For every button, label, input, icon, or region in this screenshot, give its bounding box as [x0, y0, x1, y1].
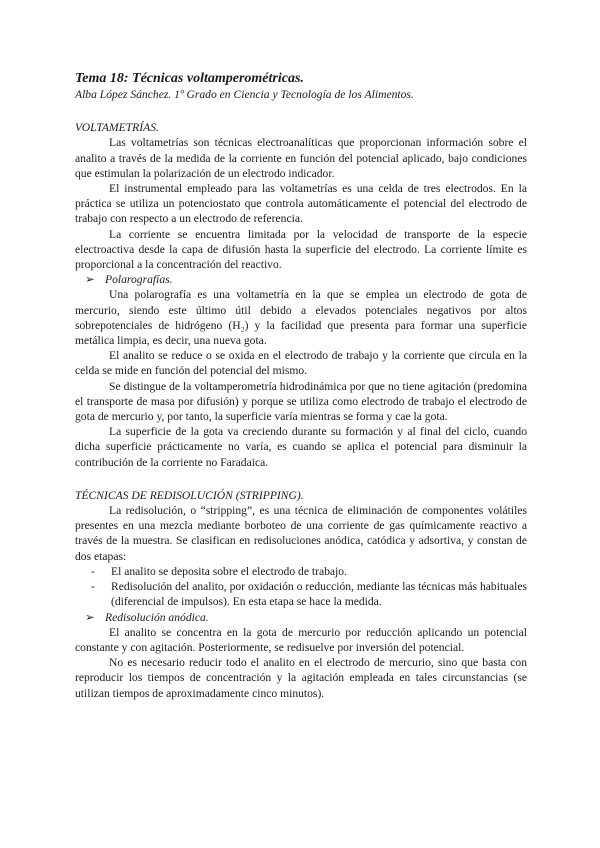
list-item	[75, 579, 527, 609]
document-author: Alba López Sánchez. 1º Grado en Ciencia y Tecnología de los Alimentos.	[75, 88, 414, 101]
list-item	[75, 564, 527, 579]
paragraph: La redisolución, o “stripping”, es una técnica de eliminación de componentes volátiles presentes en una mezcla mediante borboteo de una corriente de gas químicamente reactivo a través de la muestra. Se clasifican en redisoluciones anódica, catódica y adsortiva, y constan de dos etapas:	[75, 504, 527, 563]
dash-icon: -	[91, 564, 95, 578]
section-heading-stripping: TÉCNICAS DE REDISOLUCIÓN (STRIPPING).	[75, 488, 304, 502]
paragraph: La corriente se encuentra limitada por la velocidad de transporte de la especie electroactiva desde la capa de difusión hasta la superficie del electrodo. La corriente límite es proporcional a la concentración del reactivo.	[75, 227, 527, 272]
list-item-text: Redisolución del analito, por oxidación o reducción, mediante las técnicas más habituales (diferencial de impulsos). En esta etapa se hace la medida.	[111, 580, 527, 609]
paragraph: El analito se concentra en la gota de mercurio por reducción aplicando un potencial constante y con agitación. Posteriormente, se redisuelve por inversión del potencial.	[75, 625, 527, 654]
subheading-label: Polarografías.	[105, 273, 173, 287]
paragraph: El instrumental empleado para las voltametrías es una celda de tres electrodos. En la práctica se utiliza un potenciostato que controla automáticamente el potencial del electrodo de trabajo con respecto a un electrodo de referencia.	[75, 182, 527, 226]
dash-icon: -	[91, 580, 95, 594]
arrow-bullet-icon: ➢	[85, 273, 95, 287]
subheading-label: Redisolución anódica.	[105, 610, 209, 624]
paragraph: La superficie de la gota va creciendo durante su formación y al final del ciclo, cuando dicha superficie prácticamente no varía, es cuando se aplica el potencial para disminuir la contribución de la corriente no Faradaica.	[75, 425, 527, 469]
subheading-polarografias	[75, 272, 527, 287]
paragraph: Las voltametrías son técnicas electroanalíticas que proporcionan información sobre el analito a través de la medida de la corriente en función del potencial aplicado, bajo condiciones que estimulan la polarización de un electrodo indicador.	[75, 136, 527, 180]
paragraph: No es necesario reducir todo el analito en el electrodo de mercurio, sino que basta con reproducir los tiempos de concentración y la agitación empleada en tales circunstancias (se utilizan tiempos de aproximadamente cinco minutos).	[75, 656, 527, 700]
section-heading-voltametrias: VOLTAMETRÍAS.	[75, 121, 159, 135]
document-title: Tema 18: Técnicas voltamperométricas.	[75, 71, 304, 86]
subheading-redisolucion-anodica	[75, 610, 527, 625]
paragraph: Una polarografía es una voltametría en la que se emplea un electrodo de gota de mercurio, siendo este último útil debido a elevados potenciales negativos por altos sobrepotenciales de hidrógeno (H₂) y la facilidad que presenta para formar una superficie metálica limpia, es decir, una nueva gota.	[75, 288, 527, 348]
list-item-text: El analito se deposita sobre el electrodo de trabajo.	[111, 564, 347, 578]
document-page	[75, 70, 527, 701]
arrow-bullet-icon: ➢	[85, 610, 95, 624]
paragraph: Se distingue de la voltamperometría hidrodinámica por que no tiene agitación (predomina el transporte de masa por difusión) y porque se utiliza como electrodo de trabajo el electrodo de gota de mercurio y, por tanto, la superficie varía mientras se forma y cae la gota.	[75, 379, 527, 424]
paragraph: El analito se reduce o se oxida en el electrodo de trabajo y la corriente que circula en la celda se mide en función del potencial del mismo.	[75, 349, 527, 378]
